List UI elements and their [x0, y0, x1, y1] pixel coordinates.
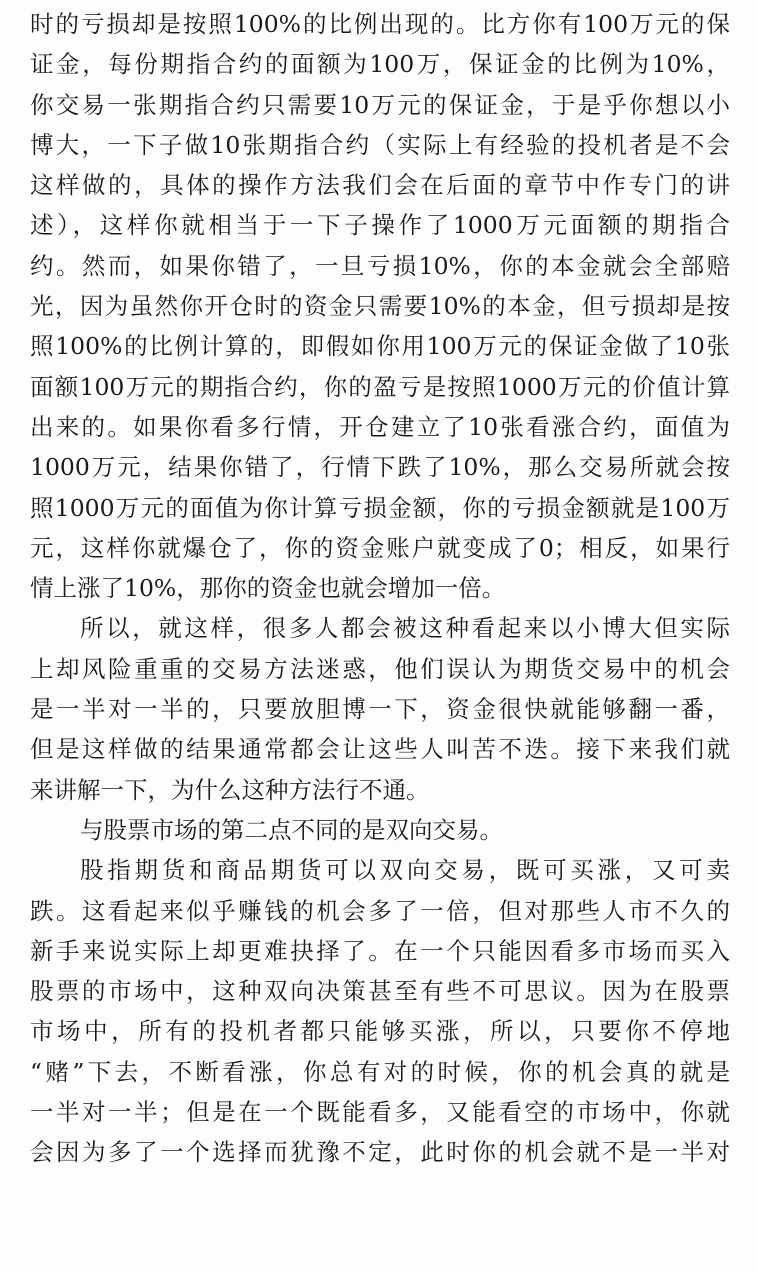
- text-line: 是一半对一半的，只要放胆博一下，资金很快就能够翻一番，: [30, 695, 730, 724]
- text-line: 元，这样你就爆仓了，你的资金账户就变成了0；相反，如果行: [30, 533, 730, 562]
- text-line: 出来的。如果你看多行情，开仓建立了10张看涨合约，面值为: [30, 412, 730, 441]
- text-line: 光，因为虽然你开仓时的资金只需要10%的本金，但亏损却是按: [30, 292, 730, 321]
- text-line: 一半对一半；但是在一个既能看多，又能看空的市场中，你就: [30, 1098, 730, 1127]
- text-line: 时的亏损却是按照100%的比例出现的。比方你有100万元的保: [30, 10, 730, 38]
- text-line: 照1000万元的面值为你计算亏损金额，你的亏损金额就是100万: [30, 493, 730, 522]
- text-line: 但是这样做的结果通常都会让这些人叫苦不迭。接下来我们就: [30, 735, 730, 764]
- text-line: 照100%的比例计算的，即假如你用100万元的保证金做了10张: [30, 332, 730, 361]
- text-line: 上却风险重重的交易方法迷惑，他们误认为期货交易中的机会: [30, 654, 730, 683]
- text-line: 博大，一下子做10张期指合约（实际上有经验的投机者是不会: [30, 130, 730, 159]
- text-line: 1000万元，结果你错了，行情下跌了10%，那么交易所就会按: [30, 453, 730, 482]
- text-line: 情上涨了10%，那你的资金也就会增加一倍。: [30, 574, 506, 603]
- text-line: 市场中，所有的投机者都只能够买涨，所以，只要你不停地: [30, 1017, 730, 1046]
- text-line: 证金，每份期指合约的面额为100万，保证金的比例为10%，: [30, 50, 730, 79]
- text-line: 述），这样你就相当于一下子操作了1000万元面额的期指合: [30, 211, 730, 240]
- text-line: 跌。这看起来似乎赚钱的机会多了一倍，但对那些人市不久的: [30, 896, 730, 925]
- text-line: 新手来说实际上却更难抉择了。在一个只能因看多市场而买入: [30, 936, 730, 965]
- text-line: 股票的市场中，这种双向决策甚至有些不可思议。因为在股票: [30, 977, 730, 1006]
- text-line: 所以，就这样，很多人都会被这种看起来以小博大但实际: [80, 614, 730, 643]
- text-line: 股指期货和商品期货可以双向交易，既可买涨，又可卖: [80, 856, 730, 885]
- text-line: 会因为多了一个选择而犹豫不定，此时你的机会就不是一半对: [30, 1138, 730, 1167]
- text-line: “赌”下去，不断看涨，你总有对的时候，你的机会真的就是: [30, 1057, 730, 1086]
- body-text: [30, 4, 730, 1173]
- text-line: 与股票市场的第二点不同的是双向交易。: [80, 815, 503, 844]
- text-line: 来讲解一下，为什么这种方法行不通。: [30, 775, 430, 804]
- text-line: 约。然而，如果你错了，一旦亏损10%，你的本金就会全部赔: [30, 251, 730, 280]
- text-line: 你交易一张期指合约只需要10万元的保证金，于是乎你想以小: [30, 90, 730, 119]
- text-line: 面额100万元的期指合约，你的盈亏是按照1000万元的价值计算: [30, 372, 730, 401]
- text-line: 这样做的，具体的操作方法我们会在后面的章节中作专门的讲: [30, 171, 730, 200]
